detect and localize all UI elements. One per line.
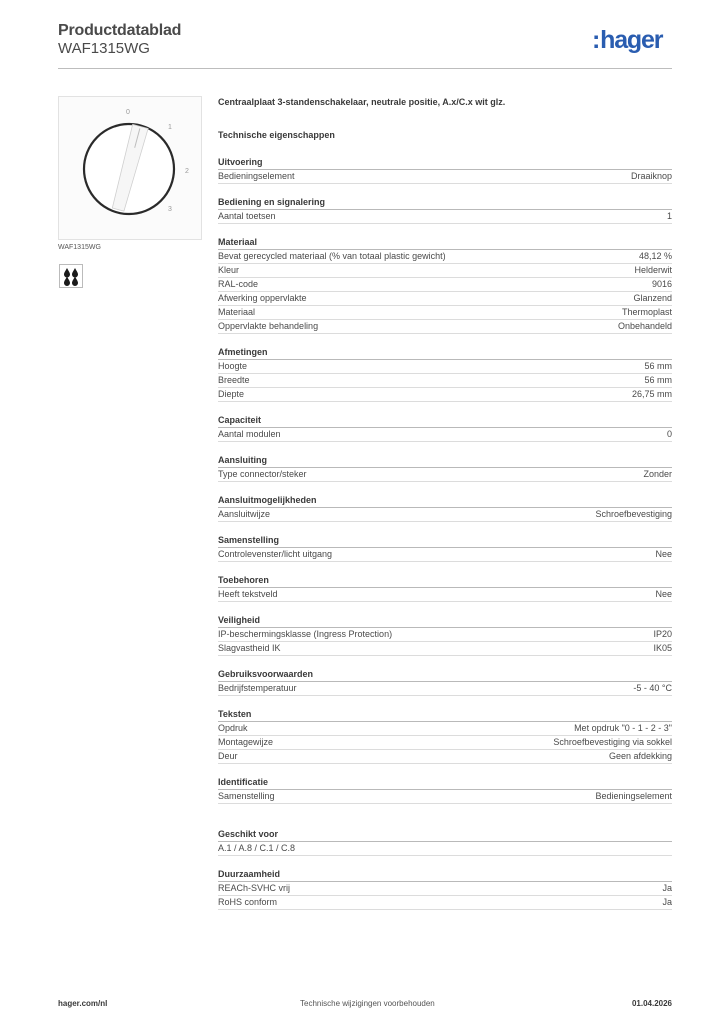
spec-row [218, 170, 672, 184]
footer-date: 01.04.2026 [631, 999, 672, 1008]
spec-value: Helderwit [634, 265, 672, 275]
rotary-switch-illustration [59, 97, 201, 239]
spec-group [218, 414, 672, 442]
image-caption: WAF1315WG [58, 244, 101, 251]
spec-row [218, 306, 672, 320]
spec-value: 0 [666, 429, 672, 439]
spec-row [218, 250, 672, 264]
dial-label-2: 2 [185, 168, 189, 175]
spec-label: Bedieningselement [218, 171, 295, 181]
spec-group-title: Uitvoering [218, 156, 672, 170]
spec-row [218, 790, 672, 804]
spec-value: Bedieningselement [595, 791, 672, 801]
spec-label: Materiaal [218, 307, 256, 317]
spec-label: Aantal toetsen [218, 211, 276, 221]
spec-group [218, 574, 672, 602]
spec-group [218, 346, 672, 402]
spec-value: Geen afdekking [608, 751, 672, 761]
spec-group [218, 196, 672, 224]
spec-value: Zonder [643, 469, 672, 479]
spec-label: A.1 / A.8 / C.1 / C.8 [218, 843, 296, 853]
spec-group [218, 708, 672, 764]
spec-row [218, 750, 672, 764]
spec-value: 56 mm [644, 375, 672, 385]
spec-group-title: Veiligheid [218, 614, 672, 628]
spec-row [218, 388, 672, 402]
logo-text: hager [600, 26, 663, 54]
spec-group [218, 868, 672, 910]
spec-value: 56 mm [644, 361, 672, 371]
spec-group [218, 236, 672, 334]
spec-row [218, 264, 672, 278]
product-code: WAF1315WG [58, 40, 150, 57]
spec-group [218, 614, 672, 656]
spec-row [218, 320, 672, 334]
spec-row [218, 360, 672, 374]
spec-group-title: Aansluitmogelijkheden [218, 494, 672, 508]
spec-label: Aantal modulen [218, 429, 281, 439]
page-title: Productdatablad [58, 22, 182, 39]
spec-label: Opdruk [218, 723, 248, 733]
spec-row [218, 428, 672, 442]
spec-value: Schroefbevestiging [595, 509, 672, 519]
spec-label: Deur [218, 751, 238, 761]
spec-label: Type connector/steker [218, 469, 307, 479]
spec-row [218, 628, 672, 642]
fluid-drops-icon [59, 264, 83, 288]
spec-row [218, 468, 672, 482]
spec-label: Oppervlakte behandeling [218, 321, 319, 331]
product-description: Centraalplaat 3-standenschakelaar, neutrale positie, A.x/C.x wit glz. [218, 97, 506, 107]
spec-label: IP-beschermingsklasse (Ingress Protection) [218, 629, 393, 639]
spec-row [218, 642, 672, 656]
spec-value: 1 [666, 211, 672, 221]
footer-note: Technische wijzigingen voorbehouden [300, 999, 435, 1008]
spec-value: 48,12 % [638, 251, 672, 261]
spec-value: Thermoplast [621, 307, 672, 317]
spec-value: IP20 [653, 629, 672, 639]
spec-label: Montagewijze [218, 737, 274, 747]
spec-label: Samenstelling [218, 791, 275, 801]
dial-label-1: 1 [168, 124, 172, 131]
spec-value: 26,75 mm [631, 389, 672, 399]
spec-group-title: Afmetingen [218, 346, 672, 360]
spec-group [218, 828, 672, 856]
section-title: Technische eigenschappen [218, 130, 335, 140]
spec-group-title: Aansluiting [218, 454, 672, 468]
dial-label-3: 3 [168, 206, 172, 213]
spec-value: Schroefbevestiging via sokkel [553, 737, 672, 747]
spec-label: Diepte [218, 389, 245, 399]
spec-label: Slagvastheid IK [218, 643, 281, 653]
spec-group [218, 668, 672, 696]
footer-website[interactable]: hager.com/nl [58, 999, 108, 1008]
spec-row [218, 210, 672, 224]
header-divider [58, 68, 672, 69]
spec-value: -5 - 40 °C [633, 683, 672, 693]
spec-label: Bevat gerecycled materiaal (% van totaal plastic gewicht) [218, 251, 446, 261]
dial-label-0: 0 [126, 109, 130, 116]
spec-label: Kleur [218, 265, 240, 275]
spec-label: REACh-SVHC vrij [218, 883, 291, 893]
spec-row [218, 374, 672, 388]
spec-label: RAL-code [218, 279, 259, 289]
spec-label: Heeft tekstveld [218, 589, 278, 599]
spec-group [218, 454, 672, 482]
spec-group-title: Samenstelling [218, 534, 672, 548]
spec-row [218, 842, 672, 856]
spec-value: Ja [662, 897, 672, 907]
spec-group-title: Bediening en signalering [218, 196, 672, 210]
spec-row [218, 722, 672, 736]
specification-table [218, 156, 672, 910]
spec-group-title: Teksten [218, 708, 672, 722]
spec-label: Aansluitwijze [218, 509, 271, 519]
spec-row [218, 548, 672, 562]
spec-group [218, 494, 672, 522]
spec-value: Nee [655, 589, 672, 599]
spec-value: Ja [662, 883, 672, 893]
spec-value: IK05 [653, 643, 672, 653]
spec-group-title: Materiaal [218, 236, 672, 250]
spec-value: Draaiknop [630, 171, 672, 181]
spec-label: RoHS conform [218, 897, 278, 907]
spec-group-title: Identificatie [218, 776, 672, 790]
spec-label: Afwerking oppervlakte [218, 293, 307, 303]
spec-row [218, 588, 672, 602]
spec-group-title: Geschikt voor [218, 828, 672, 842]
spec-row [218, 896, 672, 910]
spec-value: Nee [655, 549, 672, 559]
spec-value: Glanzend [633, 293, 672, 303]
product-image [58, 96, 202, 240]
spec-label: Breedte [218, 375, 250, 385]
spec-row [218, 278, 672, 292]
spec-value: Met opdruk "0 - 1 - 2 - 3" [574, 723, 672, 733]
spec-row [218, 882, 672, 896]
spec-group [218, 156, 672, 184]
spec-group-title: Capaciteit [218, 414, 672, 428]
spec-group [218, 776, 672, 804]
spec-value: 9016 [651, 279, 672, 289]
spec-row [218, 736, 672, 750]
spec-row [218, 292, 672, 306]
spec-group-title: Gebruiksvoorwaarden [218, 668, 672, 682]
spec-label: Hoogte [218, 361, 248, 371]
spec-label: Bedrijfstemperatuur [218, 683, 297, 693]
spec-group [218, 534, 672, 562]
brand-logo: :hager [592, 26, 663, 54]
spec-group-title: Toebehoren [218, 574, 672, 588]
spec-label: Controlevenster/licht uitgang [218, 549, 333, 559]
spec-group-title: Duurzaamheid [218, 868, 672, 882]
spec-value: Onbehandeld [617, 321, 672, 331]
spec-row [218, 508, 672, 522]
spec-row [218, 682, 672, 696]
